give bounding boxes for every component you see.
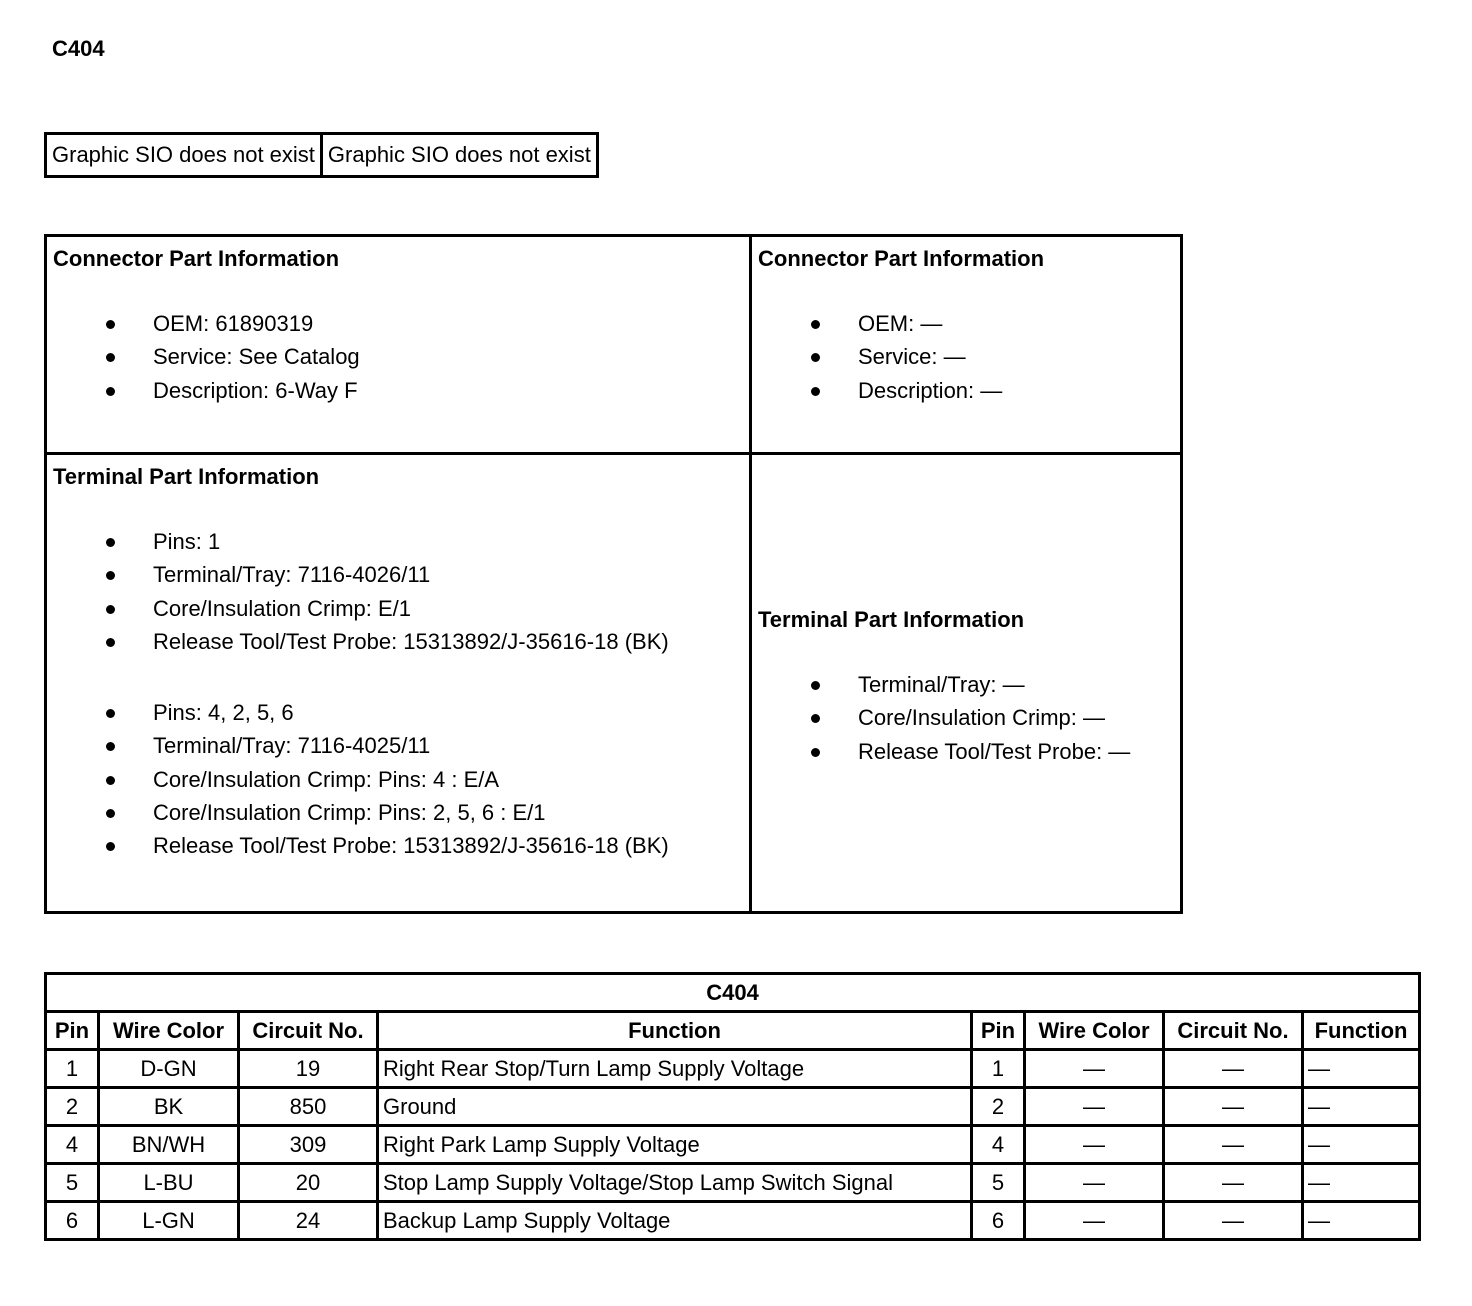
table-row — [46, 1088, 1420, 1126]
list-item: OEM: 61890319 — [53, 307, 749, 340]
function-cell: Ground — [378, 1088, 972, 1126]
connector-info-title: Connector Part Information — [53, 246, 340, 271]
right-connector-info — [751, 236, 1182, 454]
list-item: Terminal/Tray: 7116-4026/11 — [53, 558, 749, 591]
function-cell: Right Park Lamp Supply Voltage — [378, 1126, 972, 1164]
part-information-table — [44, 234, 1183, 914]
list-item: Core/Insulation Crimp: Pins: 4 : E/A — [53, 763, 749, 796]
pinout-table-title: C404 — [46, 974, 1420, 1012]
terminal-info-list — [758, 668, 1180, 768]
function-cell: — — [1303, 1202, 1420, 1240]
sio-placeholder-left: Graphic SIO does not exist — [46, 134, 322, 177]
circuit-cell: — — [1164, 1126, 1303, 1164]
table-row — [46, 1050, 1420, 1088]
table-row — [46, 1126, 1420, 1164]
pin-cell: 4 — [46, 1126, 99, 1164]
terminal-group-1 — [53, 525, 749, 658]
column-header: Circuit No. — [1164, 1012, 1303, 1050]
sio-graphics-table — [44, 132, 599, 178]
list-item: Release Tool/Test Probe: 15313892/J-35616-18 (BK) — [53, 625, 749, 658]
list-item: Service: — — [758, 340, 1180, 373]
function-cell: Right Rear Stop/Turn Lamp Supply Voltage — [378, 1050, 972, 1088]
pin-cell: 6 — [972, 1202, 1025, 1240]
wire-color-cell: — — [1025, 1164, 1164, 1202]
list-item: Service: See Catalog — [53, 340, 749, 373]
connector-info-title: Connector Part Information — [758, 246, 1045, 271]
list-item: Core/Insulation Crimp: Pins: 2, 5, 6 : E/1 — [53, 796, 749, 829]
circuit-cell: 19 — [239, 1050, 378, 1088]
column-header: Pin — [46, 1012, 99, 1050]
wire-color-cell: BK — [99, 1088, 239, 1126]
list-item: Terminal/Tray: 7116-4025/11 — [53, 729, 749, 762]
wire-color-cell: — — [1025, 1050, 1164, 1088]
pin-cell: 5 — [46, 1164, 99, 1202]
connector-info-list — [758, 307, 1180, 407]
list-item: Pins: 4, 2, 5, 6 — [53, 696, 749, 729]
sio-placeholder-right: Graphic SIO does not exist — [321, 134, 597, 177]
table-row — [46, 1202, 1420, 1240]
circuit-cell: — — [1164, 1164, 1303, 1202]
wire-color-cell: — — [1025, 1088, 1164, 1126]
circuit-cell: — — [1164, 1050, 1303, 1088]
circuit-cell: — — [1164, 1088, 1303, 1126]
pin-cell: 6 — [46, 1202, 99, 1240]
terminal-info-title: Terminal Part Information — [53, 464, 320, 489]
circuit-cell: 20 — [239, 1164, 378, 1202]
pin-cell: 5 — [972, 1164, 1025, 1202]
left-connector-info — [46, 236, 751, 454]
right-terminal-info — [751, 454, 1182, 913]
list-item: Core/Insulation Crimp: — — [758, 701, 1180, 734]
function-cell: — — [1303, 1126, 1420, 1164]
circuit-cell: 850 — [239, 1088, 378, 1126]
pin-cell: 4 — [972, 1126, 1025, 1164]
circuit-cell: 309 — [239, 1126, 378, 1164]
list-item: Pins: 1 — [53, 525, 749, 558]
list-item: Release Tool/Test Probe: 15313892/J-35616-18 (BK) — [53, 829, 749, 862]
wire-color-cell: L-BU — [99, 1164, 239, 1202]
table-row — [46, 1164, 1420, 1202]
function-cell: — — [1303, 1050, 1420, 1088]
pin-cell: 1 — [46, 1050, 99, 1088]
wire-color-cell: — — [1025, 1126, 1164, 1164]
function-cell: — — [1303, 1088, 1420, 1126]
circuit-cell: 24 — [239, 1202, 378, 1240]
left-terminal-info — [46, 454, 751, 913]
list-item: Core/Insulation Crimp: E/1 — [53, 592, 749, 625]
list-item: Description: — — [758, 374, 1180, 407]
pinout-table — [44, 972, 1421, 1241]
wire-color-cell: L-GN — [99, 1202, 239, 1240]
column-header: Wire Color — [99, 1012, 239, 1050]
table-header-row — [46, 1012, 1420, 1050]
terminal-group-2 — [53, 696, 749, 862]
circuit-cell: — — [1164, 1202, 1303, 1240]
wire-color-cell: D-GN — [99, 1050, 239, 1088]
column-header: Function — [1303, 1012, 1420, 1050]
column-header: Pin — [972, 1012, 1025, 1050]
connector-info-list — [53, 307, 749, 407]
pin-cell: 1 — [972, 1050, 1025, 1088]
page-title: C404 — [52, 36, 105, 61]
column-header: Circuit No. — [239, 1012, 378, 1050]
list-item: Release Tool/Test Probe: — — [758, 735, 1180, 768]
column-header: Wire Color — [1025, 1012, 1164, 1050]
pin-cell: 2 — [46, 1088, 99, 1126]
list-item: Terminal/Tray: — — [758, 668, 1180, 701]
wire-color-cell: — — [1025, 1202, 1164, 1240]
list-item: Description: 6-Way F — [53, 374, 749, 407]
column-header: Function — [378, 1012, 972, 1050]
pin-cell: 2 — [972, 1088, 1025, 1126]
function-cell: Stop Lamp Supply Voltage/Stop Lamp Switch Signal — [378, 1164, 972, 1202]
wire-color-cell: BN/WH — [99, 1126, 239, 1164]
function-cell: Backup Lamp Supply Voltage — [378, 1202, 972, 1240]
function-cell: — — [1303, 1164, 1420, 1202]
terminal-info-title: Terminal Part Information — [758, 607, 1025, 633]
list-item: OEM: — — [758, 307, 1180, 340]
